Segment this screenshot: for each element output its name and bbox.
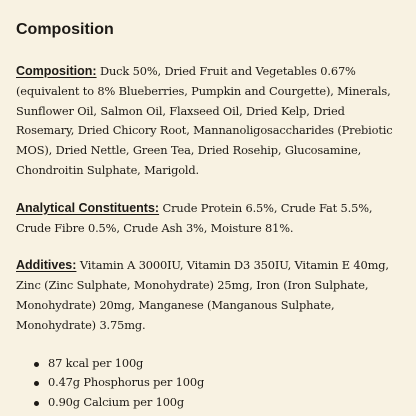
list-item	[34, 393, 400, 413]
composition-text: Duck 50%, Dried Fruit and Vegetables 0.67% (equivalent to 8% Blueberries, Pumpkin and Courgette), Minerals, Sunflower Oil, Salmon Oil, Flaxseed Oil, Dried Kelp, Dried Rosemary, Dried Chicory Root, Mannanoligosaccharides (Prebiotic MOS), Dried Nettle, Green Tea, Dried Rosehip, Glucosamine, Chondroitin Sulphate, Marigold.	[16, 64, 393, 177]
composition-label: Composition:	[16, 64, 97, 78]
analytical-constituents-paragraph	[16, 199, 400, 239]
bullet-icon	[34, 381, 39, 386]
bullet-icon	[34, 362, 39, 367]
section-title: Composition	[16, 21, 114, 38]
composition-paragraph	[16, 62, 400, 181]
list-item-text: 0.47g Phosphorus per 100g	[48, 375, 205, 390]
nutrition-list	[16, 354, 400, 413]
list-item	[34, 354, 400, 374]
additives-text: Vitamin A 3000IU, Vitamin D3 350IU, Vitamin E 40mg, Zinc (Zinc Sulphate, Monohydrate) 25mg, Iron (Iron Sulphate, Monohydrate) 20mg, Manganese (Manganous Sulphate, Monohydrate) 3.75mg.	[16, 258, 389, 332]
list-item-text: 87 kcal per 100g	[48, 355, 144, 370]
bullet-icon	[34, 401, 39, 406]
list-item	[34, 373, 400, 393]
additives-label: Additives:	[16, 258, 77, 273]
additives-paragraph	[16, 256, 400, 335]
list-item-text: 0.90g Calcium per 100g	[48, 395, 185, 410]
analytical-constituents-text: Crude Protein 6.5%, Crude Fat 5.5%, Crude Fibre 0.5%, Crude Ash 3%, Moisture 81%.	[16, 200, 373, 235]
analytical-constituents-label: Analytical Constituents:	[16, 200, 160, 215]
